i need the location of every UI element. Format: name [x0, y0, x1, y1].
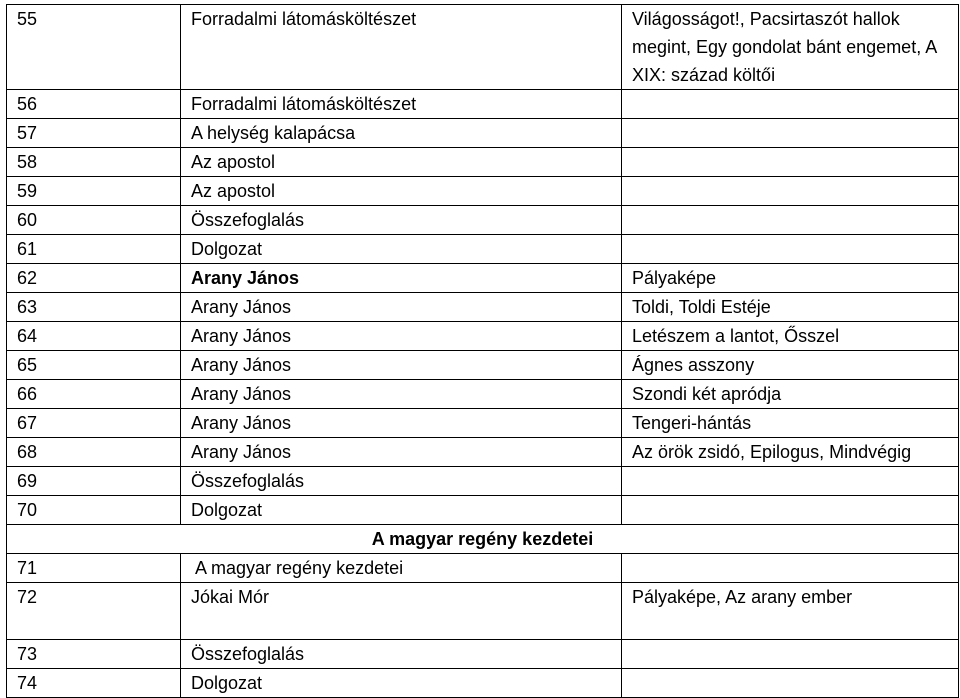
table-row: [7, 235, 959, 264]
lesson-content: Világosságot!, Pacsirtaszót hallok megint, Egy gondolat bánt engemet, A XIX: század költői: [622, 5, 959, 90]
lesson-number: 59: [7, 177, 181, 206]
lesson-topic: Arany János: [181, 380, 622, 409]
table-row: [7, 351, 959, 380]
lesson-topic: Összefoglalás: [181, 467, 622, 496]
table-row: [7, 467, 959, 496]
lesson-topic: Arany János: [181, 438, 622, 467]
table-row: [7, 380, 959, 409]
lesson-topic: Az apostol: [181, 148, 622, 177]
lesson-number: 73: [7, 640, 181, 669]
lesson-content: Pályaképe, Az arany ember: [622, 583, 959, 640]
lesson-topic: Dolgozat: [181, 496, 622, 525]
lesson-content: Pályaképe: [622, 264, 959, 293]
lesson-topic: A magyar regény kezdetei: [181, 554, 622, 583]
lesson-content: Tengeri-hántás: [622, 409, 959, 438]
lesson-topic: Arany János: [181, 264, 622, 293]
lesson-topic: Összefoglalás: [181, 206, 622, 235]
table-row: [7, 90, 959, 119]
lesson-number: 60: [7, 206, 181, 235]
table-row: [7, 640, 959, 669]
lesson-topic: Jókai Mór: [181, 583, 622, 640]
lesson-number: 55: [7, 5, 181, 90]
lesson-number: 67: [7, 409, 181, 438]
table-row: [7, 5, 959, 90]
lesson-content: [622, 177, 959, 206]
section-heading: A magyar regény kezdetei: [7, 525, 959, 554]
lesson-content: [622, 235, 959, 264]
lesson-number: 62: [7, 264, 181, 293]
lesson-content: [622, 467, 959, 496]
lesson-topic: Dolgozat: [181, 669, 622, 698]
lesson-content: [622, 669, 959, 698]
lesson-number: 65: [7, 351, 181, 380]
lesson-number: 63: [7, 293, 181, 322]
lesson-number: 64: [7, 322, 181, 351]
lesson-number: 69: [7, 467, 181, 496]
table-row: [7, 496, 959, 525]
table-row: [7, 669, 959, 698]
lesson-topic: Arany János: [181, 293, 622, 322]
lesson-content: [622, 496, 959, 525]
lesson-number: 57: [7, 119, 181, 148]
lesson-topic: Az apostol: [181, 177, 622, 206]
table-row: [7, 264, 959, 293]
lesson-number: 71: [7, 554, 181, 583]
lesson-content: [622, 554, 959, 583]
lesson-number: 56: [7, 90, 181, 119]
table-row: [7, 177, 959, 206]
lesson-topic: Forradalmi látomásköltészet: [181, 5, 622, 90]
lesson-content: Letészem a lantot, Ősszel: [622, 322, 959, 351]
lesson-topic: Arany János: [181, 322, 622, 351]
table-row: [7, 438, 959, 467]
table-row: [7, 322, 959, 351]
lesson-content: Ágnes asszony: [622, 351, 959, 380]
table-row: [7, 148, 959, 177]
table-row: [7, 119, 959, 148]
table-row: [7, 583, 959, 640]
lesson-topic: Arany János: [181, 351, 622, 380]
lesson-number: 72: [7, 583, 181, 640]
lesson-content: [622, 90, 959, 119]
lesson-content: [622, 206, 959, 235]
table-row: [7, 554, 959, 583]
section-heading-row: [7, 525, 959, 554]
lesson-topic: Arany János: [181, 409, 622, 438]
lesson-topic: Összefoglalás: [181, 640, 622, 669]
lesson-content: [622, 640, 959, 669]
lesson-topic: Dolgozat: [181, 235, 622, 264]
lesson-number: 70: [7, 496, 181, 525]
lesson-number: 74: [7, 669, 181, 698]
lesson-number: 66: [7, 380, 181, 409]
lesson-number: 68: [7, 438, 181, 467]
lesson-topic: A helység kalapácsa: [181, 119, 622, 148]
table-row: [7, 206, 959, 235]
table-row: [7, 409, 959, 438]
lesson-content: [622, 148, 959, 177]
lesson-content: Toldi, Toldi Estéje: [622, 293, 959, 322]
lesson-content: Az örök zsidó, Epilogus, Mindvégig: [622, 438, 959, 467]
syllabus-table: [6, 4, 959, 698]
lesson-content: Szondi két apródja: [622, 380, 959, 409]
lesson-number: 61: [7, 235, 181, 264]
lesson-topic: Forradalmi látomásköltészet: [181, 90, 622, 119]
table-row: [7, 293, 959, 322]
lesson-content: [622, 119, 959, 148]
lesson-number: 58: [7, 148, 181, 177]
